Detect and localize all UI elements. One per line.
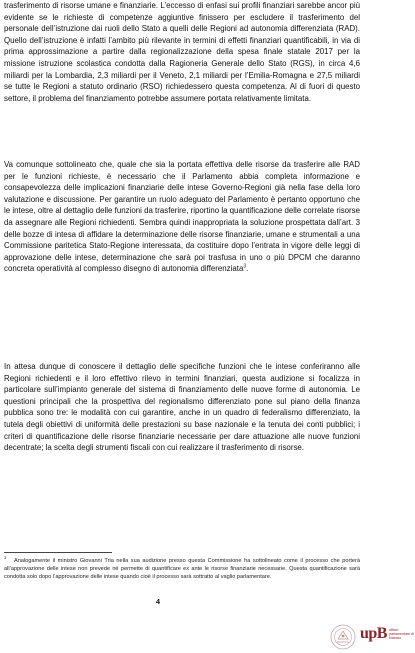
upb-logo [327, 622, 414, 653]
footnote-text: Analogamente il ministro Giovanni Tria nella sua audizione presso questa Commissione ha sottolineato come il processo che porterà all’approvazione delle intese non prevede né permette di quantificare ex ante le risorse finanziarie necessarie. Questa quantificazione sarà condotta solo dopo l’approvazione delle intese quando cioè il processo sarà sottratto al vaglio parlamentare. [4, 558, 360, 581]
emblem-icon [327, 622, 359, 652]
footnote [4, 557, 360, 582]
footnote-reference[interactable]: 3 [243, 263, 247, 270]
page-number: 4 [155, 597, 161, 606]
logo-brand: upB [360, 625, 387, 642]
paragraph-2 [4, 159, 360, 275]
footnote-divider [4, 552, 112, 553]
footnote-number: 3 [4, 555, 7, 561]
paragraph-2-text: Va comunque sottolineato che, quale che sia la portata effettiva delle risorse da trasferire alle RAD per le funzioni richieste, è necessario che il Parlamento abbia completa informazione e consapevolezza delle implicazioni finanziarie delle intese Governo-Regioni già nella fase della loro valutazione e discussione. Per garantire un ruolo adeguato del Parlamento è pertanto opportuno che le intese, oltre al dettaglio delle funzioni da trasferire, riportino la quantificazione delle correlate risorse da assegnare alle Regioni richiedenti. Sembra quindi inappropriata la soluzione prospettata dall’art. 3 delle bozze di intesa di affidare la determinazione delle risorse finanziarie, umane e strumentali a una Commissione paritetica Stato-Regione interessata, da costituire dopo l’entrata in vigore delle leggi di approvazione delle intese, determinazione che sarà poi trasfusa in uno o più DPCM che daranno concreta operatività al complesso disegno di autonomia differenziata [4, 160, 360, 274]
logo-subtitle: ufficio parlamentare di bilancio [389, 628, 414, 640]
paragraph-2-end: . [246, 264, 249, 274]
paragraph-3: In attesa dunque di conoscere il dettaglio delle specifiche funzioni che le intese conferiranno alle Regioni richiedenti e il loro effettivo rilevo in termini finanziari, questa audizione si focalizza in particolare sull’impianto generale del sistema di finanziamento delle nuove forme di autonomia. Le questioni principali che la prospettiva del regionalismo differenziato pone sul piano della finanza pubblica sono tre: le modalità con cui garantire, anche in un quadro di federalismo differenziato, la tutela degli obiettivi di uniformità delle prestazioni su base nazionale e la tenuta dei conti pubblici; i criteri di quantificazione delle risorse finanziarie necessarie per dare attuazione alle nuove funzioni decentrate; la scelta degli strumenti fiscali con cui realizzare il trasferimento di risorse. [4, 362, 360, 453]
paragraph-1: trasferimento di risorse umane e finanziarie. L’eccesso di enfasi sui profili finanziari sarebbe ancor più evidente se le richieste di competenze aggiuntive finissero per escludere il trasferimento del personale dell’istruzione dai ruoli dello Stato a quelli delle Regioni ad autonomia differenziata (RAD). Quello dell’istruzione è infatti l’ambito più rilevante in termini di effetti finanziari quantificabili, in via di prima approssimazione a partire dalla regionalizzazione della spesa finale statale 2017 per la missione istruzione scolastica condotta dalla Ragioneria Generale dello Stato (RGS), in circa 4,6 miliardi per la Lombardia, 2,3 miliardi per il Veneto, 2,1 miliardi per l’Emilia-Romagna e 27,5 miliardi se tutte le Regioni a statuto ordinario (RSO) richiedessero questa competenza. Al di fuori di questo settore, il problema del finanziamento potrebbe assumere portata relativamente limitata. [4, 1, 360, 103]
